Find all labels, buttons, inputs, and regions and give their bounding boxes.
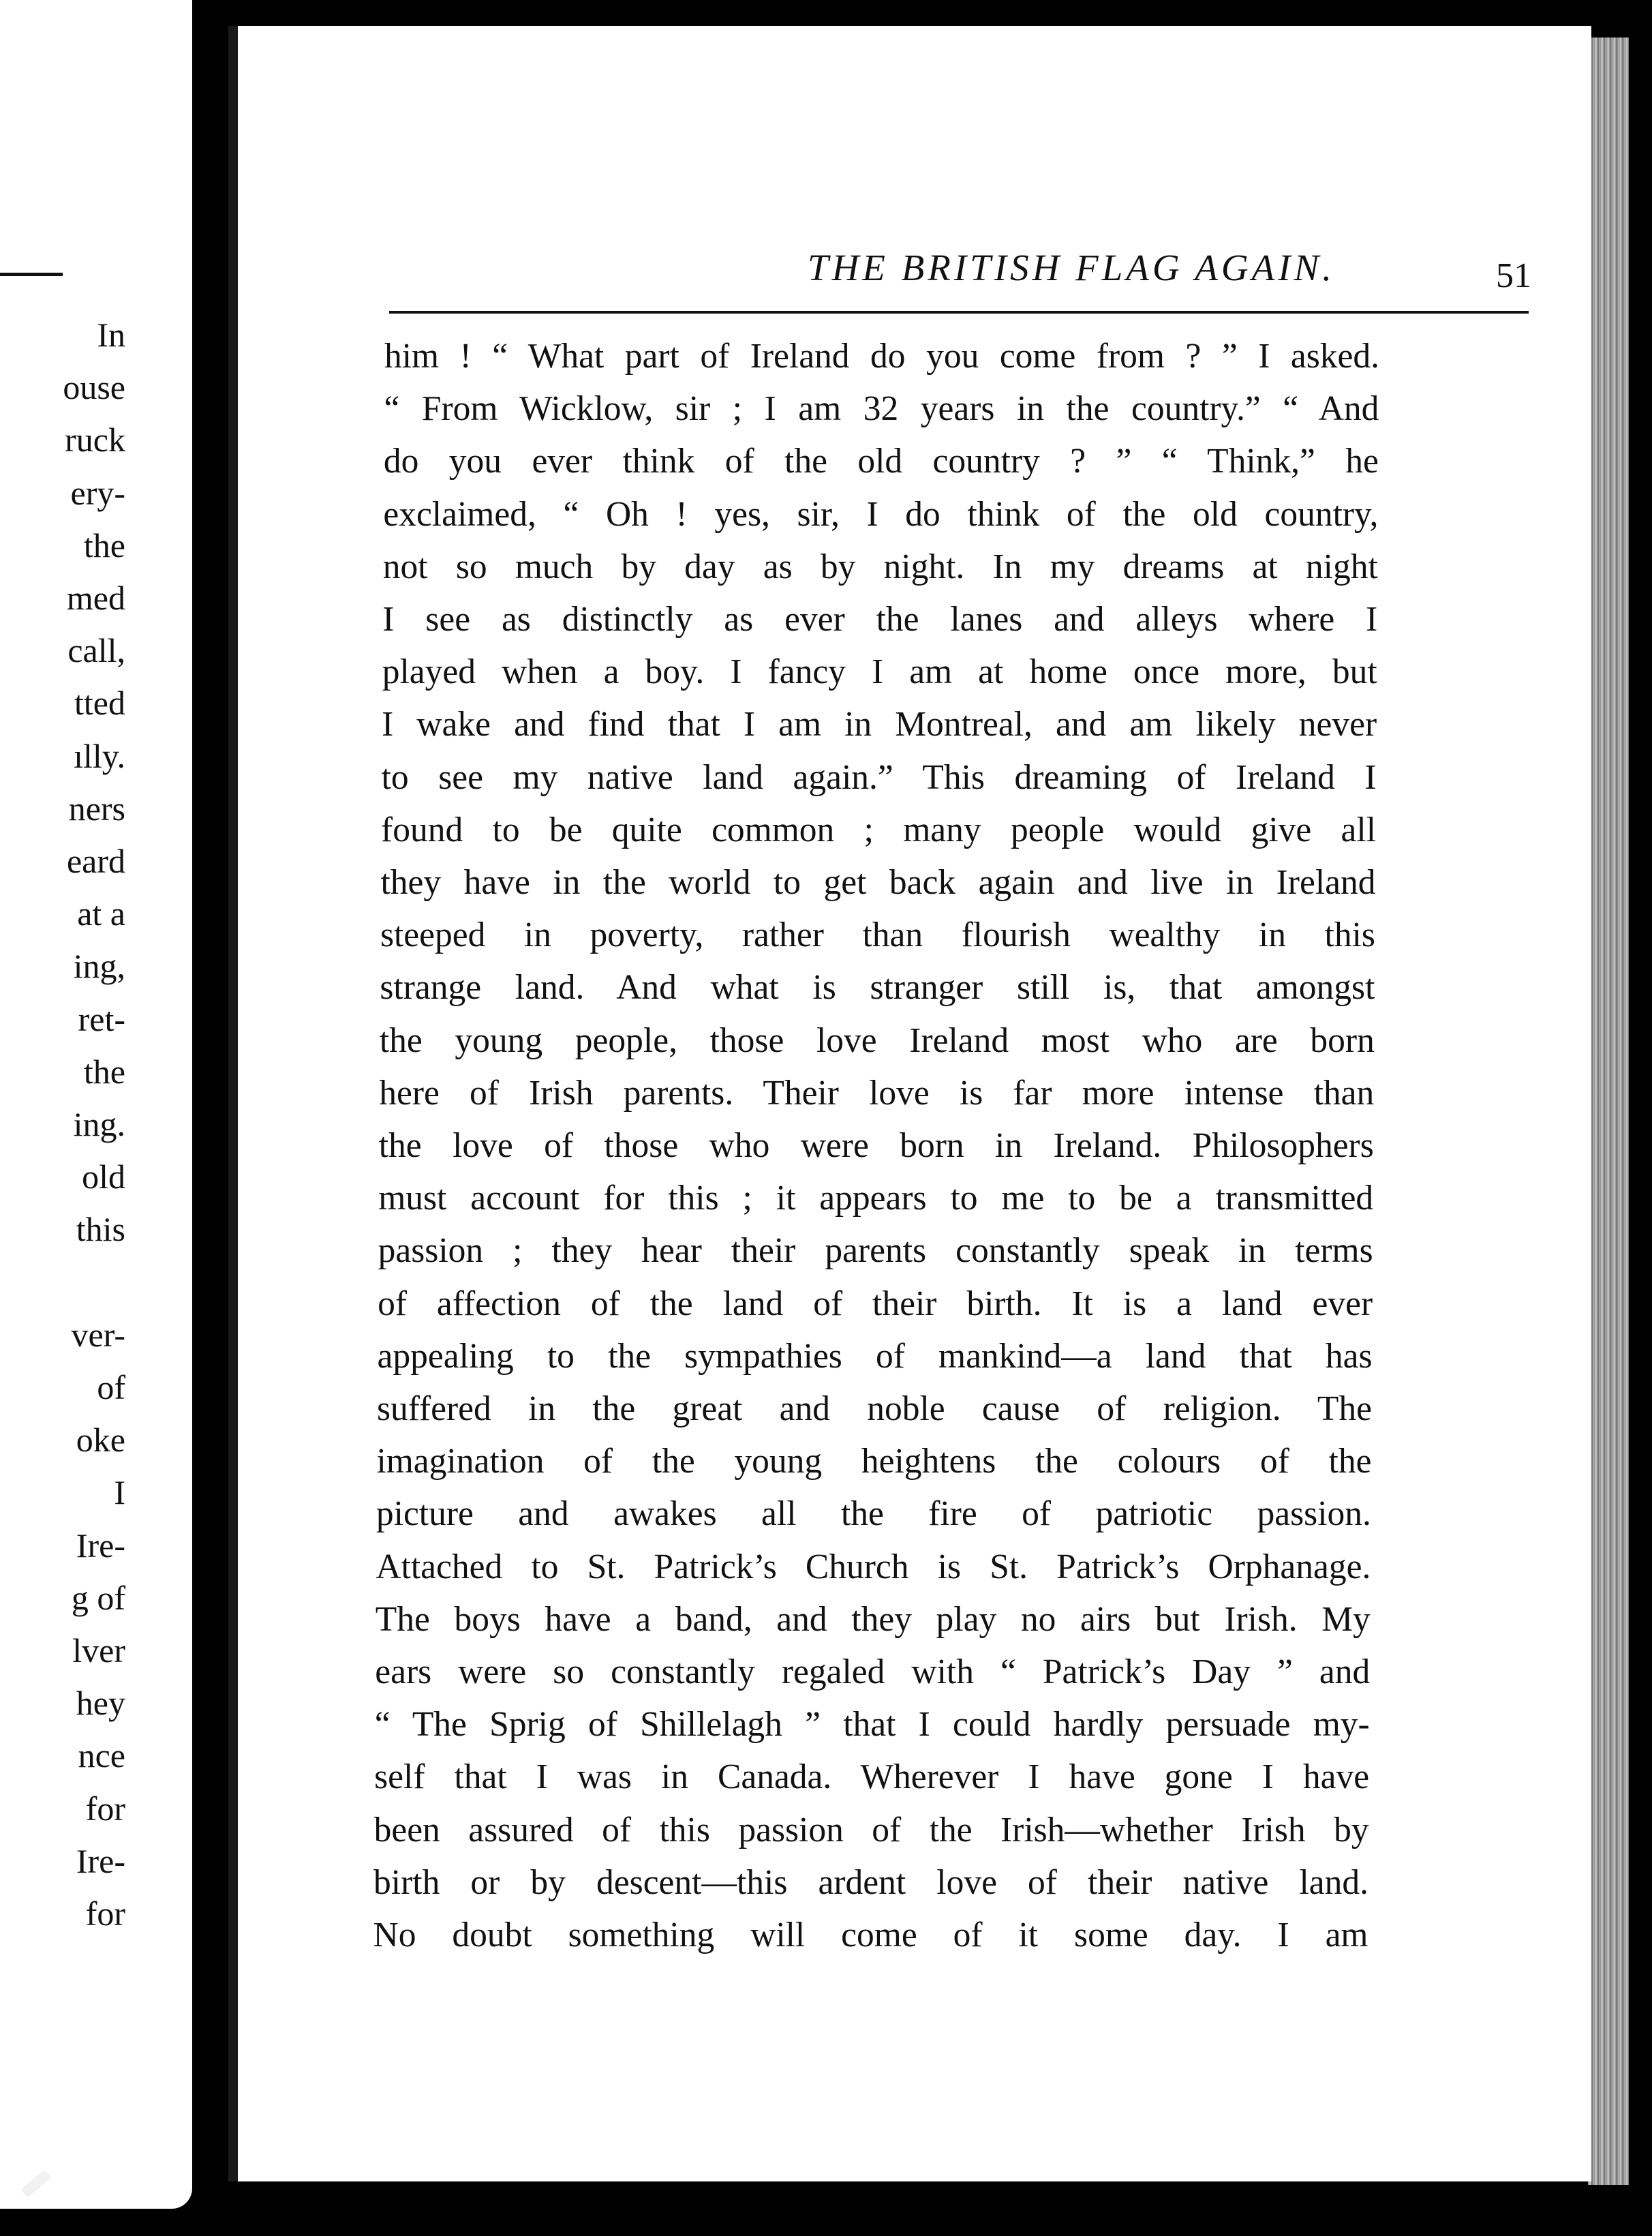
left-page-rule [0, 273, 63, 276]
left-page-fragment: ılly. [74, 736, 125, 775]
text-line: the love of those who were born in Ireland. Philosophers [378, 1126, 1374, 1165]
left-page-fragment: Ire- [76, 1526, 125, 1565]
text-line: played when a boy. I fancy I am at home once more, but [382, 652, 1377, 692]
text-line: “ The Sprig of Shillelagh ” that I could hardly persuade my- [374, 1705, 1370, 1744]
left-page-fragment: I [114, 1473, 125, 1512]
text-line: they have in the world to get back again and live in Ireland [380, 863, 1376, 902]
left-page-fragment: for [85, 1789, 125, 1828]
left-page-fragment: call, [67, 631, 125, 670]
left-page-fragment: med [66, 579, 125, 617]
left-page-fragment: ners [68, 789, 125, 828]
text-line: here of Irish parents. Their love is far more intense than [379, 1073, 1375, 1113]
left-page-fragment: ver- [71, 1315, 125, 1354]
text-line: appealing to the sympathies of mankind—a land that has [377, 1336, 1373, 1376]
left-page-fragment: tted [74, 684, 125, 723]
left-page-fragment: ruck [65, 421, 125, 459]
left-page-fragment: ing, [73, 947, 125, 986]
left-page-fragment: lver [72, 1631, 125, 1670]
text-line: of affection of the land of their birth. It is a land ever [378, 1284, 1373, 1323]
left-page-fragment: ing. [73, 1105, 125, 1143]
text-line: been assured of this passion of the Irish—whether Irish by [373, 1810, 1369, 1849]
text-line: I wake and find that I am in Montreal, and am likely never [382, 705, 1377, 744]
text-line: picture and awakes all the fire of patriotic passion. [376, 1494, 1371, 1534]
text-line: him ! “ What part of Ireland do you come from ? ” I asked. [384, 337, 1379, 376]
running-head [389, 213, 1531, 295]
text-line: to see my native land again.” This dreaming of Ireland I [381, 757, 1377, 797]
left-page-fragment: nce [78, 1736, 125, 1775]
text-line: not so much by day as by night. In my dreams at night [382, 547, 1378, 586]
text-line: imagination of the young heightens the colours of the [376, 1442, 1372, 1481]
left-page-fragment: at a [77, 894, 125, 933]
text-line: No doubt something will come of it some day. I am [373, 1916, 1368, 1954]
left-page-fragment: oke [76, 1421, 125, 1460]
text-line: strange land. And what is stranger still is, that amongst [380, 968, 1375, 1008]
text-line: do you ever think of the old country ? ” “ Think,” he [383, 442, 1379, 481]
left-page-fragment: Ire- [76, 1841, 125, 1880]
text-line: must account for this ; it appears to me to be a transmitted [378, 1179, 1374, 1218]
text-line: I see as distinctly as ever the lanes and alleys where I [382, 600, 1378, 639]
text-line: exclaimed, “ Oh ! yes, sir, I do think of the old country, [383, 494, 1379, 534]
text-line: ears were so constantly regaled with “ Patrick’s Day ” and [375, 1652, 1371, 1691]
text-line: Attached to St. Patrick’s Church is St. Patrick’s Orphanage. [376, 1547, 1371, 1586]
text-line: “ From Wicklow, sir ; I am 32 years in the country.” “ And [384, 389, 1379, 429]
page-number: 51 [1496, 256, 1531, 295]
text-line: passion ; they hear their parents constantly speak in terms [378, 1231, 1373, 1271]
running-title: THE BRITISH FLAG AGAIN. [808, 247, 1335, 288]
left-page-fragment: old [82, 1158, 125, 1196]
left-page-fragment: eard [66, 842, 125, 880]
left-page-fragment: ret- [78, 999, 125, 1038]
text-line: The boys have a band, and they play no airs but Irish. My [375, 1599, 1371, 1639]
text-line: suffered in the great and noble cause of religion. The [377, 1389, 1372, 1428]
text-line: found to be quite common ; many people would give all [381, 810, 1377, 849]
left-page-fragment: ery- [70, 473, 125, 512]
left-page-fragment: for [85, 1894, 125, 1933]
text-line: self that I was in Canada. Wherever I have gone I have [374, 1757, 1370, 1797]
left-facing-page [0, 0, 192, 2209]
left-page-fragment: In [97, 316, 125, 354]
text-line: steeped in poverty, rather than flourish wealthy in this [380, 916, 1375, 955]
left-page-fragment: g of [71, 1578, 125, 1617]
left-page-fragment: hey [76, 1684, 125, 1723]
left-page-fragment: this [76, 1210, 125, 1249]
page-edges [1588, 37, 1629, 2185]
left-page-fragment: ouse [63, 368, 125, 407]
text-line: the young people, those love Ireland most who are born [379, 1021, 1375, 1060]
left-page-fragment: the [83, 526, 125, 564]
text-line: birth or by descent—this ardent love of their native land. [373, 1862, 1369, 1902]
left-page-fragment: of [97, 1368, 125, 1406]
right-page [228, 26, 1591, 2181]
header-rule [389, 311, 1529, 314]
left-page-fragment: the [83, 1052, 125, 1091]
